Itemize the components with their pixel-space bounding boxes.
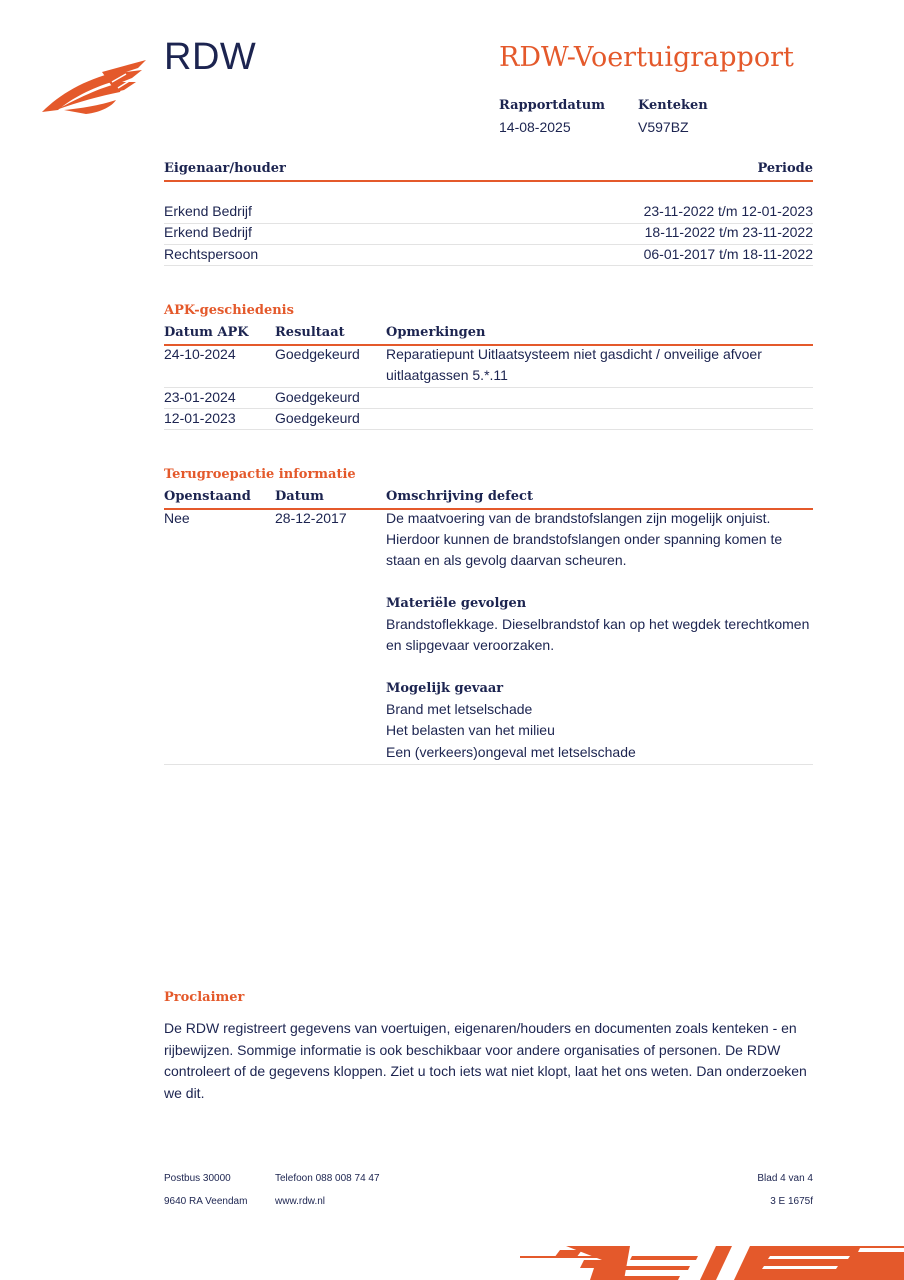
period-cell: 18-11-2022 t/m 23-11-2022 <box>644 224 813 240</box>
owner-cell: Erkend Bedrijf <box>164 203 252 219</box>
period-cell: 06-01-2017 t/m 18-11-2022 <box>643 246 813 262</box>
brand-name: RDW <box>164 36 257 78</box>
apk-remarks-cell: uitlaatgassen 5.*.11 <box>386 367 508 383</box>
apk-date-cell: 12-01-2023 <box>164 410 236 426</box>
material-consequences-line: en slipgevaar veroorzaken. <box>386 637 555 653</box>
recall-description-line: staan en als gevolg daarvan scheuren. <box>386 552 627 568</box>
material-consequences-heading: Materiële gevolgen <box>386 596 527 611</box>
apk-remarks-cell: Reparatiepunt Uitlaatsysteem niet gasdicht / onveilige afvoer <box>386 346 762 362</box>
material-consequences-line: Brandstoflekkage. Dieselbrandstof kan op het wegdek terechtkomen <box>386 616 810 632</box>
recall-description-header: Omschrijving defect <box>386 489 533 504</box>
recall-open-cell: Nee <box>164 510 190 526</box>
plate-value: V597BZ <box>638 119 689 135</box>
report-date-value: 14-08-2025 <box>499 119 571 135</box>
footer-phone: Telefoon 088 008 74 47 <box>275 1173 380 1184</box>
rdw-logo-icon <box>42 58 148 116</box>
apk-date-cell: 24-10-2024 <box>164 346 236 362</box>
row-divider <box>164 265 813 266</box>
recall-date-cell: 28-12-2017 <box>275 510 347 526</box>
footer-city: 9640 RA Veendam <box>164 1196 248 1207</box>
footer-document-code: 3 E 1675f <box>770 1196 813 1207</box>
proclaimer-text: De RDW registreert gegevens van voertuigen, eigenaren/houders en documenten zoals kenteken - en rijbewijzen. Sommige informatie is ook beschikbaar voor andere organisaties of personen. De RDW controleert of de gegevens kloppen. Ziet u toch iets wat niet klopt, laat het ons weten. Dan onderzoeken we dit. <box>164 1020 807 1101</box>
apk-result-header: Resultaat <box>275 325 345 340</box>
row-divider <box>164 408 813 409</box>
report-date-label: Rapportdatum <box>499 98 605 113</box>
row-divider <box>164 387 813 388</box>
possible-danger-line: Een (verkeers)ongeval met letselschade <box>386 744 636 760</box>
apk-date-cell: 23-01-2024 <box>164 389 236 405</box>
apk-result-cell: Goedgekeurd <box>275 410 360 426</box>
recall-section-title: Terugroepactie informatie <box>164 467 356 482</box>
footer-page-number: Blad 4 van 4 <box>757 1173 813 1184</box>
plate-label: Kenteken <box>638 98 708 113</box>
recall-open-header: Openstaand <box>164 489 251 504</box>
decorative-stripes-icon <box>520 1244 904 1280</box>
period-cell: 23-11-2022 t/m 12-01-2023 <box>643 203 813 219</box>
document-title: RDW-Voertuigrapport <box>499 42 794 73</box>
row-divider <box>164 764 813 765</box>
row-divider <box>164 429 813 430</box>
footer-website[interactable]: www.rdw.nl <box>275 1196 326 1207</box>
apk-result-cell: Goedgekeurd <box>275 389 360 405</box>
period-column-header: Periode <box>757 161 813 176</box>
apk-section-title: APK-geschiedenis <box>164 303 294 318</box>
recall-date-header: Datum <box>275 489 324 504</box>
possible-danger-line: Brand met letselschade <box>386 701 533 717</box>
possible-danger-line: Het belasten van het milieu <box>386 722 555 738</box>
proclaimer-title: Proclaimer <box>164 990 245 1005</box>
apk-result-cell: Goedgekeurd <box>275 346 360 362</box>
owner-column-header: Eigenaar/houder <box>164 161 286 176</box>
apk-date-header: Datum APK <box>164 325 249 340</box>
recall-description-line: De maatvoering van de brandstofslangen zijn mogelijk onjuist. <box>386 510 771 526</box>
recall-description-line: Hierdoor kunnen de brandstofslangen onder spanning komen te <box>386 531 783 547</box>
footer-po-box: Postbus 30000 <box>164 1173 231 1184</box>
owner-cell: Rechtspersoon <box>164 246 259 262</box>
owners-header-rule <box>164 180 813 182</box>
owner-cell: Erkend Bedrijf <box>164 224 252 240</box>
apk-remarks-header: Opmerkingen <box>386 325 486 340</box>
possible-danger-heading: Mogelijk gevaar <box>386 681 504 696</box>
